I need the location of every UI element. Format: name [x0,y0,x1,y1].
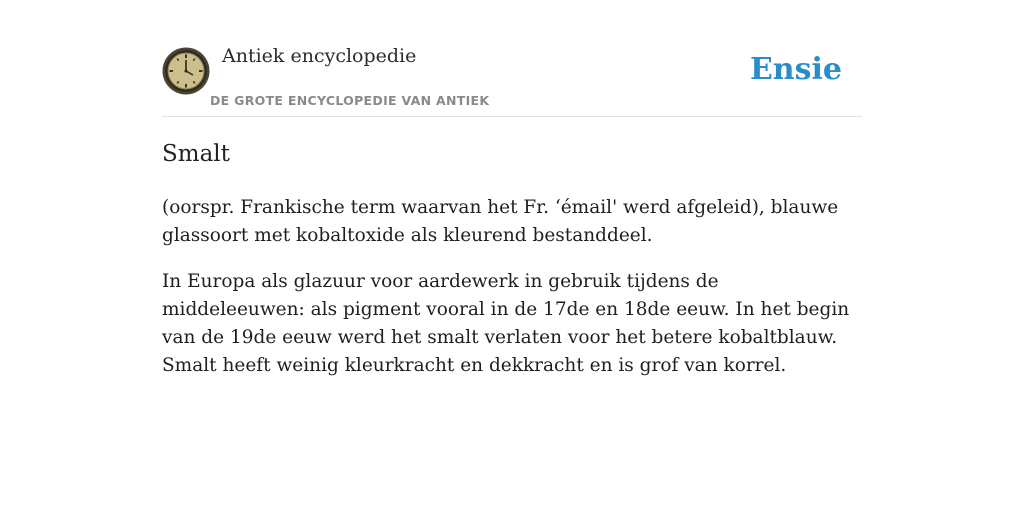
article-paragraph: (oorspr. Frankische term waarvan het Fr. ‘émail' werd afgeleid), blauwe glassoort met kobaltoxide als kleurend bestanddeel. [162,197,839,246]
article-paragraph: In Europa als glazuur voor aardewerk in gebruik tijdens de middeleeuwen: als pigment vooral in de 17de en 18de eeuw. In het begin van de 19de eeuw werd het smalt verlaten voor het betere kobaltblauw. Smalt heeft weinig kleurkracht en dekkracht en is grof van korrel. [162,271,850,376]
antique-clock-icon[interactable] [162,47,210,95]
article [162,138,862,398]
ensie-brand-link[interactable]: Ensie [749,52,842,87]
site-subtitle: DE GROTE ENCYCLOPEDIE VAN ANTIEK [210,93,490,108]
site-title[interactable]: Antiek encyclopedie [222,45,417,67]
site-header [162,0,862,117]
article-title: Smalt [162,141,230,167]
